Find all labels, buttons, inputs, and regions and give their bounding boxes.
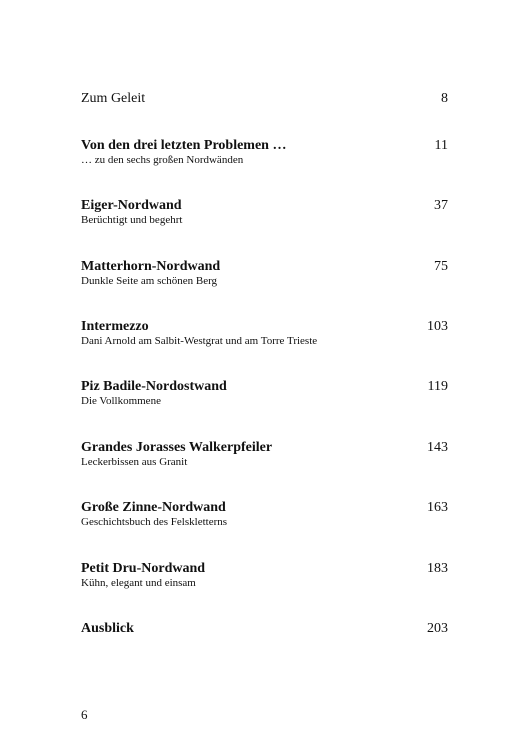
toc-entry-title: Intermezzo [81, 319, 149, 334]
toc-entry-subtitle: … zu den sechs großen Nordwänden [81, 154, 244, 166]
toc-entry-title: Petit Dru-Nordwand [81, 561, 206, 576]
toc-entry-title: Ausblick [81, 621, 134, 636]
toc-entry-title: Piz Badile-Nordostwand [81, 379, 227, 394]
toc-entry-subtitle: Geschichtsbuch des Felskletterns [81, 516, 228, 528]
toc-entry-page-number: 143 [427, 440, 448, 455]
toc-entry-subtitle: Kühn, elegant und einsam [81, 577, 196, 589]
toc-entry-page-number: 203 [427, 621, 448, 636]
toc-entry-title: Große Zinne-Nordwand [81, 500, 226, 515]
toc-entry-page-number: 183 [427, 561, 448, 576]
toc-entry-page-number: 163 [427, 500, 448, 515]
toc-entry-title: Grandes Jorasses Walkerpfeiler [81, 440, 273, 455]
page-folio-number: 6 [81, 707, 88, 722]
toc-entry-page-number: 8 [441, 91, 448, 106]
toc-entry-subtitle: Dunkle Seite am schönen Berg [81, 275, 218, 287]
toc-entry-title: Eiger-Nordwand [81, 198, 182, 213]
toc-entry-page-number: 11 [434, 138, 448, 153]
toc-entry-page-number: 119 [427, 379, 448, 394]
toc-entry-subtitle: Dani Arnold am Salbit-Westgrat und am Torre Trieste [81, 335, 318, 347]
toc-entry-subtitle: Leckerbissen aus Granit [81, 456, 188, 468]
toc-entry-subtitle: Berüchtigt und begehrt [81, 214, 183, 226]
toc-entry-subtitle: Die Vollkommene [81, 395, 161, 407]
toc-entry-title: Matterhorn-Nordwand [81, 259, 221, 274]
toc-entry-title: Zum Geleit [81, 91, 146, 106]
toc-entry-page-number: 103 [427, 319, 448, 334]
toc-entry-title: Von den drei letzten Problemen … [81, 138, 287, 153]
toc-entry-page-number: 37 [434, 198, 448, 213]
toc-entry-page-number: 75 [434, 259, 448, 274]
